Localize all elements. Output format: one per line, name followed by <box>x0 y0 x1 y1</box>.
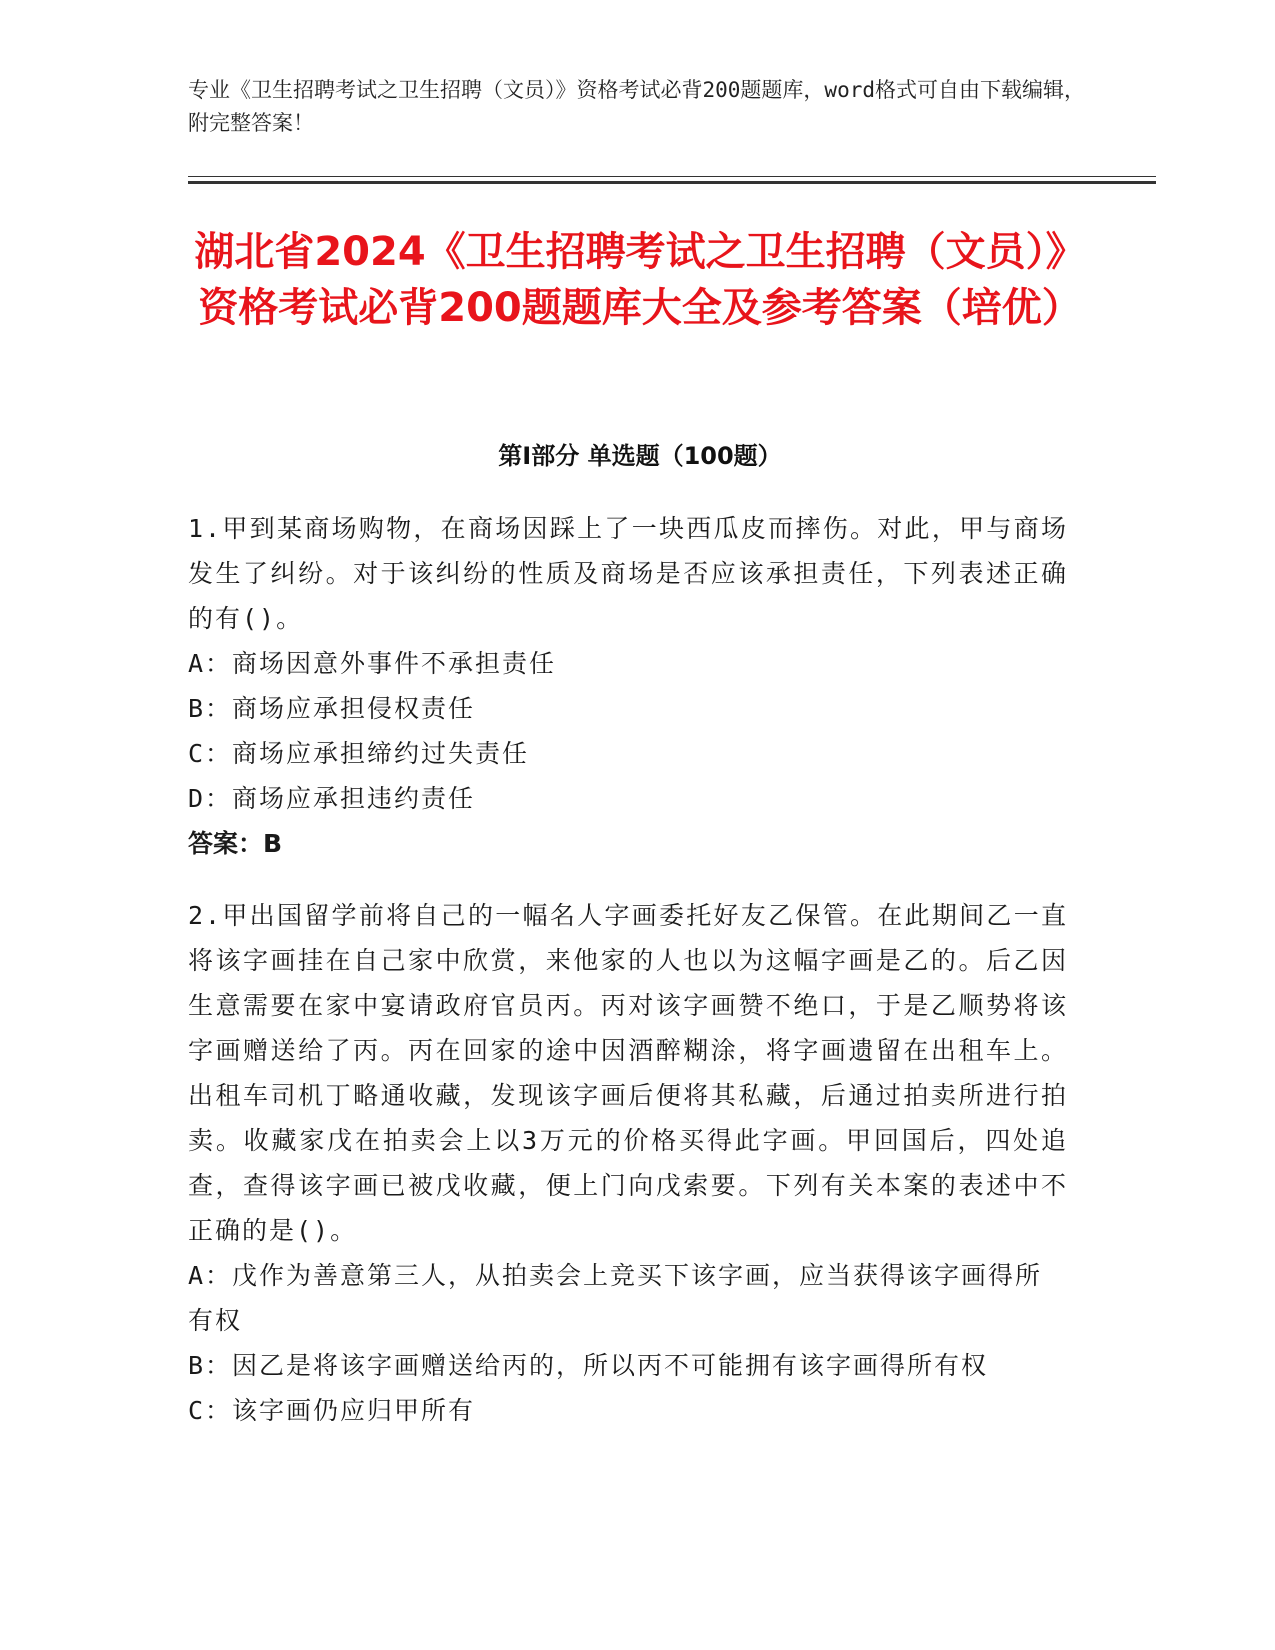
question-stem: 2.甲出国留学前将自己的一幅名人字画委托好友乙保管。在此期间乙一直将该字画挂在自己家中欣赏，来他家的人也以为这幅字画是乙的。后乙因生意需要在家中宴请政府官员丙。丙对该字画赞不绝口，于是乙顺势将该字画赠送给了丙。丙在回家的途中因酒醉糊涂，将字画遗留在出租车上。出租车司机丁略通收藏，发现该字画后便将其私藏，后通过拍卖所进行拍卖。收藏家戊在拍卖会上以3万元的价格买得此字画。甲回国后，四处追查，查得该字画已被戊收藏，便上门向戊索要。下列有关本案的表述中不正确的是()。 <box>188 901 1068 1245</box>
option-a: A：戊作为善意第三人，从拍卖会上竞买下该字画，应当获得该字画得所有权 <box>188 1261 1043 1335</box>
option-c: C：商场应承担缔约过失责任 <box>188 739 530 768</box>
document-title: 湖北省2024《卫生招聘考试之卫生招聘（文员）》资格考试必背200题题库大全及参考答案（培优） <box>194 229 1086 331</box>
question-2 <box>188 893 1068 1433</box>
header-divider-thin <box>188 176 1156 177</box>
question-stem: 1.甲到某商场购物，在商场因踩上了一块西瓜皮而摔伤。对此，甲与商场发生了纠纷。对于该纠纷的性质及商场是否应该承担责任，下列表述正确的有()。 <box>188 514 1068 633</box>
header-note: 专业《卫生招聘考试之卫生招聘（文员）》资格考试必背200题题库，word格式可自由下载编辑，附完整答案！ <box>188 78 1085 135</box>
option-a: A：商场因意外事件不承担责任 <box>188 649 557 678</box>
answer-line: 答案：B <box>188 829 283 858</box>
option-b: B：因乙是将该字画赠送给丙的，所以丙不可能拥有该字画得所有权 <box>188 1351 989 1380</box>
option-c: C：该字画仍应归甲所有 <box>188 1396 476 1425</box>
option-b: B：商场应承担侵权责任 <box>188 694 476 723</box>
section-heading: 第I部分 单选题（100题） <box>498 442 782 470</box>
question-1 <box>188 506 1068 866</box>
header-divider-thick <box>188 181 1156 184</box>
option-d: D：商场应承担违约责任 <box>188 784 476 813</box>
